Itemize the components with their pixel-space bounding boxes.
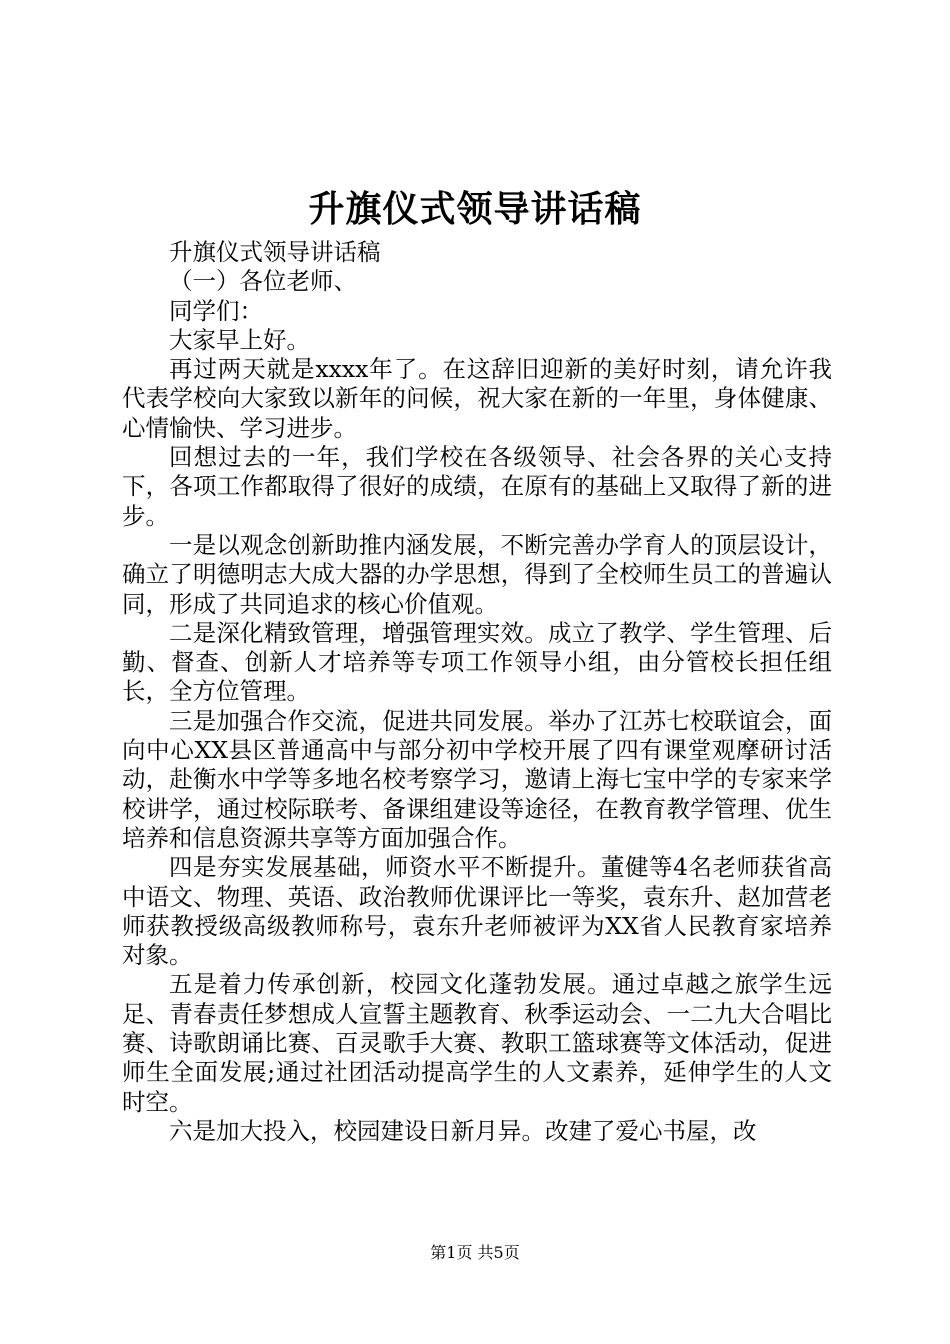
document-body (122, 238, 832, 1146)
page-number-footer: 第1页 共5页 (430, 1243, 520, 1262)
paragraph-subtitle: 升旗仪式领导讲话稿 (169, 238, 381, 266)
paragraph-point-1: 一是以观念创新助推内涵发展，不断完善办学育人的顶层设计，确立了明德明志大成大器的办学思想，得到了全校师生员工的普遍认同，形成了共同追求的核心价值观。 (122, 530, 832, 618)
paragraph-point-2: 二是深化精致管理，增强管理实效。成立了教学、学生管理、后勤、督查、创新人才培养等专项工作领导小组，由分管校长担任组长，全方位管理。 (122, 618, 832, 706)
paragraph-point-3: 三是加强合作交流，促进共同发展。举办了江苏七校联谊会，面向中心XX县区普通高中与部分初中学校开展了四有课堂观摩研讨活动，赴衡水中学等多地名校考察学习，邀请上海七宝中学的专家来学校讲学，通过校际联考、备课组建设等途径，在教育教学管理、优生培养和信息资源共享等方面加强合作。 (122, 706, 832, 852)
document-title: 升旗仪式领导讲话稿 (308, 188, 642, 230)
paragraph-salutation-1: （一）各位老师、 (169, 267, 357, 296)
paragraph-greeting: 大家早上好。 (169, 325, 310, 354)
paragraph-review: 回想过去的一年，我们学校在各级领导、社会各界的关心支持下，各项工作都取得了很好的成绩，在原有的基础上又取得了新的进步。 (122, 443, 832, 530)
paragraph-new-year: 再过两天就是xxxx年了。在这辞旧迎新的美好时刻，请允许我代表学校向大家致以新年的问候，祝大家在新的一年里，身体健康、心情愉快、学习进步。 (122, 355, 832, 442)
paragraph-salutation-2: 同学们： (169, 296, 263, 325)
paragraph-point-6: 六是加大投入，校园建设日新月异。改建了爱心书屋，改 (169, 1116, 757, 1145)
paragraph-point-5: 五是着力传承创新，校园文化蓬勃发展。通过卓越之旅学生远足、青春责任梦想成人宣誓主题教育、秋季运动会、一二九大合唱比赛、诗歌朗诵比赛、百灵歌手大赛、教职工篮球赛等文体活动，促进师生全面发展;通过社团活动提高学生的人文素养，延伸学生的人文时空。 (122, 970, 832, 1116)
paragraph-point-4: 四是夯实发展基础，师资水平不断提升。董健等4名老师获省高中语文、物理、英语、政治教师优课评比一等奖，袁东升、赵加营老师获教授级高级教师称号，袁东升老师被评为XX省人民教育家培养对象。 (122, 853, 832, 970)
